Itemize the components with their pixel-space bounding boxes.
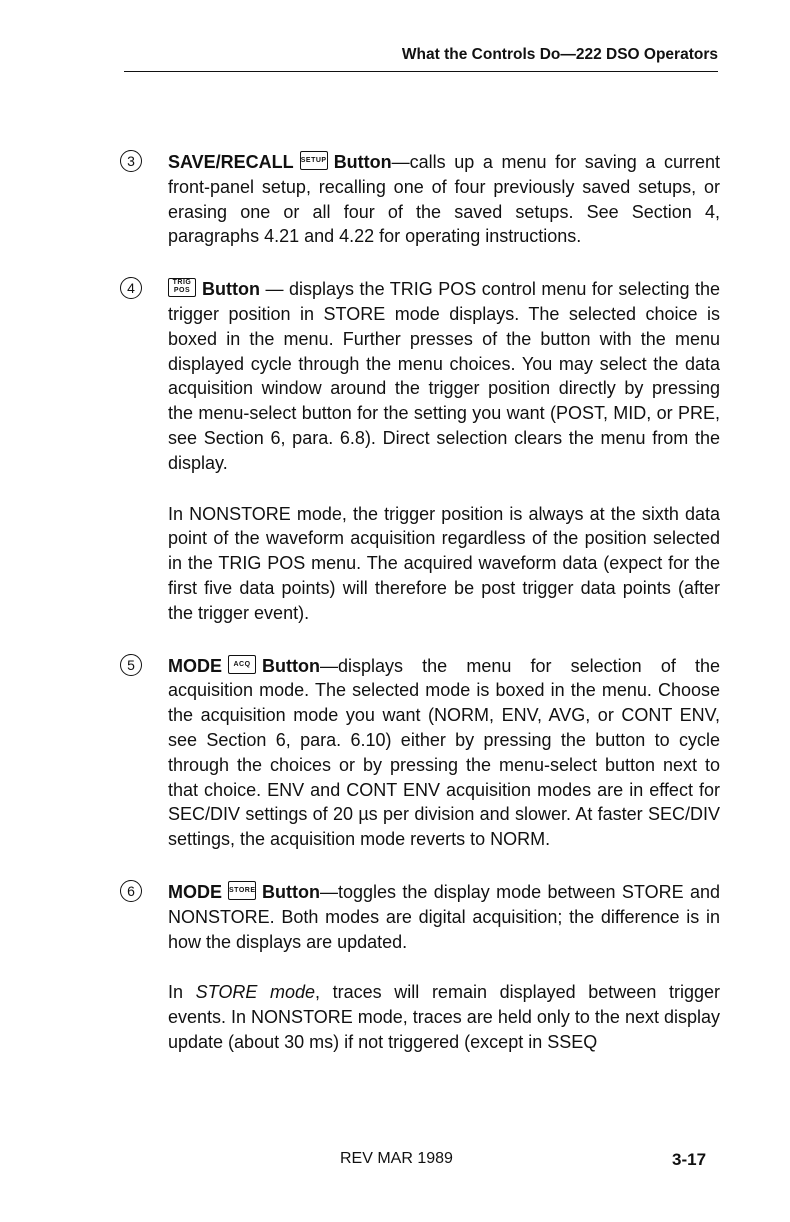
setup-key-icon: SETUP: [300, 151, 328, 170]
item-continuation-paragraph: [168, 980, 720, 1054]
key-icon-line: TRIG: [172, 279, 192, 287]
button-word: Button: [262, 881, 320, 902]
item-trig-pos: [120, 277, 720, 625]
page-number: 3-17: [672, 1150, 707, 1169]
store-key-icon: STORE: [228, 881, 256, 900]
item-paragraph: [168, 277, 720, 475]
item-paragraph: [168, 654, 720, 852]
item-store-mode: [120, 880, 720, 1055]
control-label: SAVE/RECALL: [168, 152, 294, 172]
running-header: What the Controls Do—222 DSO Operators: [124, 46, 718, 72]
item-description: —calls up a menu for saving a current front-panel setup, recalling one of four previously saved setups, or erasing one or all four of the saved setups. See Section 4, paragraphs 4.21 and 4.22 for operating instructions.: [168, 152, 720, 247]
item-description: — displays the TRIG POS control menu for selecting the trigger position in STORE mode displays. The selected choice is boxed in the menu. Further presses of the button with the menu displayed cycle through the menu choices. You may select the data acquisition window around the trigger position directly by pressing the menu-select button for the setting you want (POST, MID, or PRE, see Section 6, para. 6.8). Direct selection clears the menu from the display.: [168, 279, 720, 473]
item-number-badge: 6: [120, 880, 142, 902]
item-description: —toggles the display mode between STORE and NONSTORE. Both modes are digital acquisition; the difference is in how the displays are updated.: [168, 881, 720, 952]
item-number-badge: 4: [120, 277, 142, 299]
item-save-recall: [120, 150, 720, 249]
item-number-badge: 3: [120, 150, 142, 172]
continuation-text: In: [168, 982, 196, 1003]
key-icon-line: POS: [173, 287, 191, 295]
item-paragraph: [168, 880, 720, 954]
button-word: Button: [262, 655, 320, 676]
item-paragraph: [168, 150, 720, 249]
emphasis-text: STORE mode: [195, 982, 316, 1003]
item-continuation-paragraph: In NONSTORE mode, the trigger position is always at the sixth data point of the waveform acquisition regardless of the position selected in the TRIG POS menu. The acquired waveform data (expect for the first five data points) will therefore be post trigger data points (after the trigger event).: [168, 503, 720, 623]
continuation-text: , traces will remain displayed between trigger events. In NONSTORE mode, traces are held only to the next display update (about 30 ms) if not triggered (except in SSEQ: [168, 982, 721, 1052]
item-acq-mode: [120, 654, 720, 852]
button-word: Button: [333, 152, 392, 172]
document-body: [120, 150, 720, 1083]
acq-key-icon: ACQ: [228, 655, 256, 674]
revision-date: REV MAR 1989: [340, 1150, 453, 1167]
button-word: Button: [202, 279, 260, 300]
trig-pos-key-icon: [168, 278, 196, 297]
item-number-badge: 5: [120, 654, 142, 676]
control-label: MODE: [168, 881, 222, 902]
control-label: MODE: [168, 655, 222, 676]
item-description: —displays the menu for selection of the acquisition mode. The selected mode is boxed in the menu. Choose the acquisition mode you want (NORM, ENV, AVG, or CONT ENV, see Section 6, para. 6.10) either by pressing the button to cycle through the choices or by pressing the menu-select button next to that choice. ENV and CONT ENV acquisition modes are in effect for SEC/DIV settings of 20 µs per division and slower. At faster SEC/DIV settings, the acquisition mode reverts to NORM.: [168, 655, 720, 850]
